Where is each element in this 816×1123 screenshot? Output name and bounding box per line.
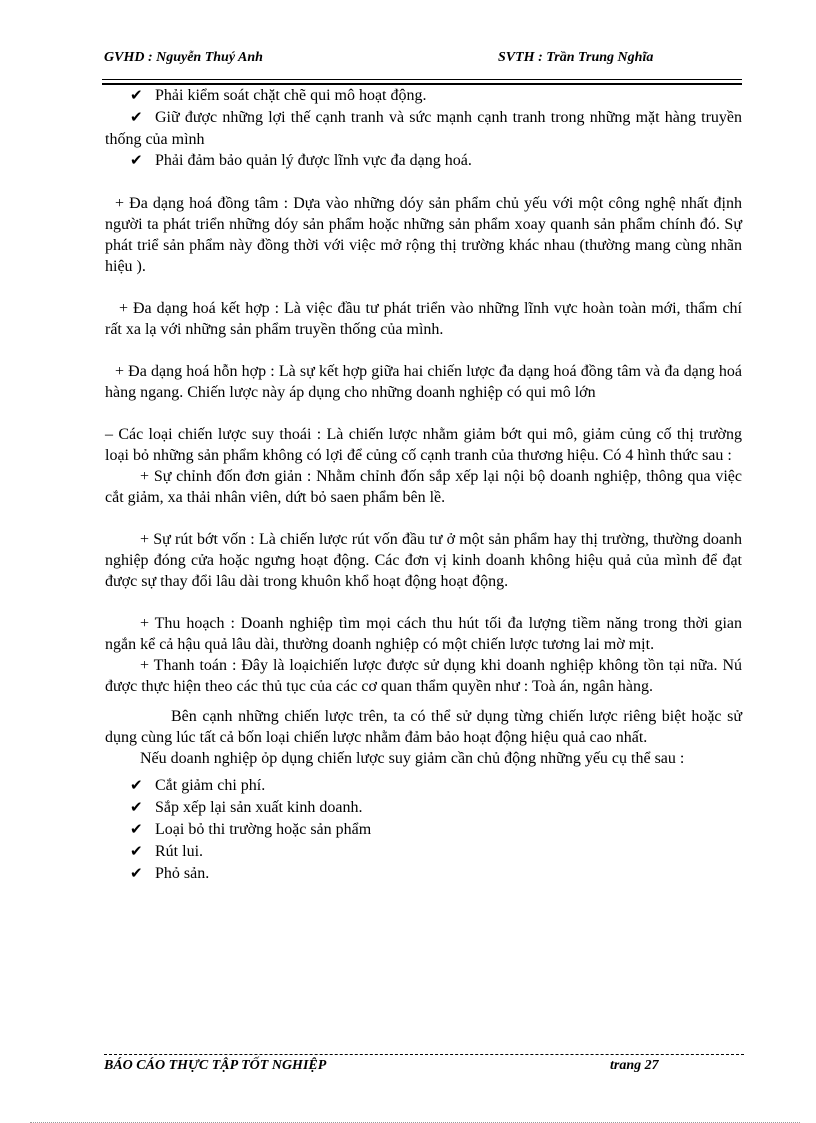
paragraph-ket-hop: + Đa dạng hoá kết hợp : Là việc đầu tư phát triển vào những lĩnh vực hoàn toàn mới, thẩm chí rất xa lạ với những sản phẩm truyền thống của mình. (105, 300, 742, 338)
report-title: BÁO CÁO THỰC TẬP TỐT NGHIỆP (104, 1058, 327, 1073)
list-item: ✔ Giữ được những lợi thế cạnh tranh và sức mạnh cạnh tranh trong những mặt hàng truyền thống của mình (105, 109, 742, 148)
list-item: ✔ Cắt giảm chi phí. (105, 775, 742, 797)
page-number: trang 27 (610, 1058, 659, 1073)
paragraph-ben-canh: Bên cạnh những chiến lược trên, ta có thể sử dụng từng chiến lược riêng biệt hoặc sử dụng cùng lúc tất cả bốn loại chiến lược nhằm đảm bảo hoạt động hiệu quả cao nhất. (105, 708, 742, 746)
check-mark-icon: ✔ (130, 778, 143, 794)
page-header (104, 48, 744, 72)
check-mark-icon: ✔ (130, 88, 143, 104)
list-item: ✔ Phải kiểm soát chặt chẽ qui mô hoạt động. (105, 85, 742, 107)
paragraph-rut-von: + Sự rút bớt vốn : Là chiến lược rút vốn đầu tư ở một sản phẩm hay thị trường, thường doanh nghiệp đóng cửa hoặc ngưng hoạt động. Các đơn vị kinh doanh không hiệu quả của mình để đạt được sự thay đổi lâu dài trong khuôn khổ hoạt động hoạt động. (105, 531, 742, 590)
footer-rule (104, 1054, 744, 1055)
list-item: ✔ Phải đảm bảo quản lý được lĩnh vực đa dạng hoá. (105, 150, 742, 172)
check-mark-icon: ✔ (130, 844, 143, 860)
paragraph-thu-hoach: + Thu hoạch : Doanh nghiệp tìm mọi cách thu hút tối đa lượng tiềm năng trong thời gian ngắn kể cả hậu quả lâu dài, thường doanh nghiệp có một chiến lược tương lai mờ mịt. (105, 615, 742, 653)
paragraph-thanh-toan: + Thanh toán : Đây là loạichiến lược được sử dụng khi doanh nghiệp không tồn tại nữa. Nú được thực hiện theo các thủ tục của các cơ quan thẩm quyền như : Toà án, ngân hàng. (105, 657, 742, 695)
student-name: SVTH : Trần Trung Nghĩa (498, 50, 654, 65)
list-item: ✔ Rút lui. (105, 841, 742, 863)
check-mark-icon: ✔ (130, 866, 143, 882)
advisor-name: GVHD : Nguyễn Thuý Anh (104, 50, 263, 65)
header-rule-thin (102, 79, 742, 80)
list-item: ✔ Loại bỏ thi trường hoặc sản phẩm (105, 819, 742, 841)
check-mark-icon: ✔ (130, 800, 143, 816)
check-mark-icon: ✔ (130, 822, 143, 838)
document-body (105, 85, 742, 885)
list-item: ✔ Sắp xếp lại sản xuất kinh doanh. (105, 797, 742, 819)
paragraph-neu-doanh-nghiep: Nếu doanh nghiệp ỏp dụng chiến lược suy giảm cần chủ động những yếu cụ thể sau : (140, 750, 685, 767)
check-mark-icon: ✔ (130, 153, 143, 169)
paragraph-suy-thoai: – Các loại chiến lược suy thoái : Là chiến lược nhằm giảm bớt qui mô, giảm củng cố thị trường loại bỏ những sản phẩm không có lợi để củng cố cạnh tranh của thương hiệu. Có 4 hình thức sau : (105, 426, 742, 464)
list-item: ✔ Phỏ sản. (105, 863, 742, 885)
paragraph-chinh-don: + Sự chỉnh đốn đơn giản : Nhằm chỉnh đốn sắp xếp lại nội bộ doanh nghiệp, thông qua việc cắt giảm, xa thải nhân viên, dứt bỏ saen phẩm bên lề. (105, 468, 742, 506)
paragraph-hon-hop: + Đa dạng hoá hỗn hợp : Là sự kết hợp giữa hai chiến lược đa dạng hoá đồng tâm và đa dạng hoá hàng ngang. Chiến lược này áp dụng cho những doanh nghiệp có qui mô lớn (105, 363, 742, 401)
check-mark-icon: ✔ (130, 110, 143, 126)
paragraph-dong-tam: + Đa dạng hoá đồng tâm : Dựa vào những dóy sản phẩm chủ yếu với một công nghệ nhất định người ta phát triển những dóy sản phẩm hoặc những sản phẩm xoay quanh sản phẩm chính đó. Sự phát triể sản phẩm này đồng thời với việc mở rộng thị trường khác nhau (thường mang cùng nhãn hiệu ). (105, 195, 742, 275)
